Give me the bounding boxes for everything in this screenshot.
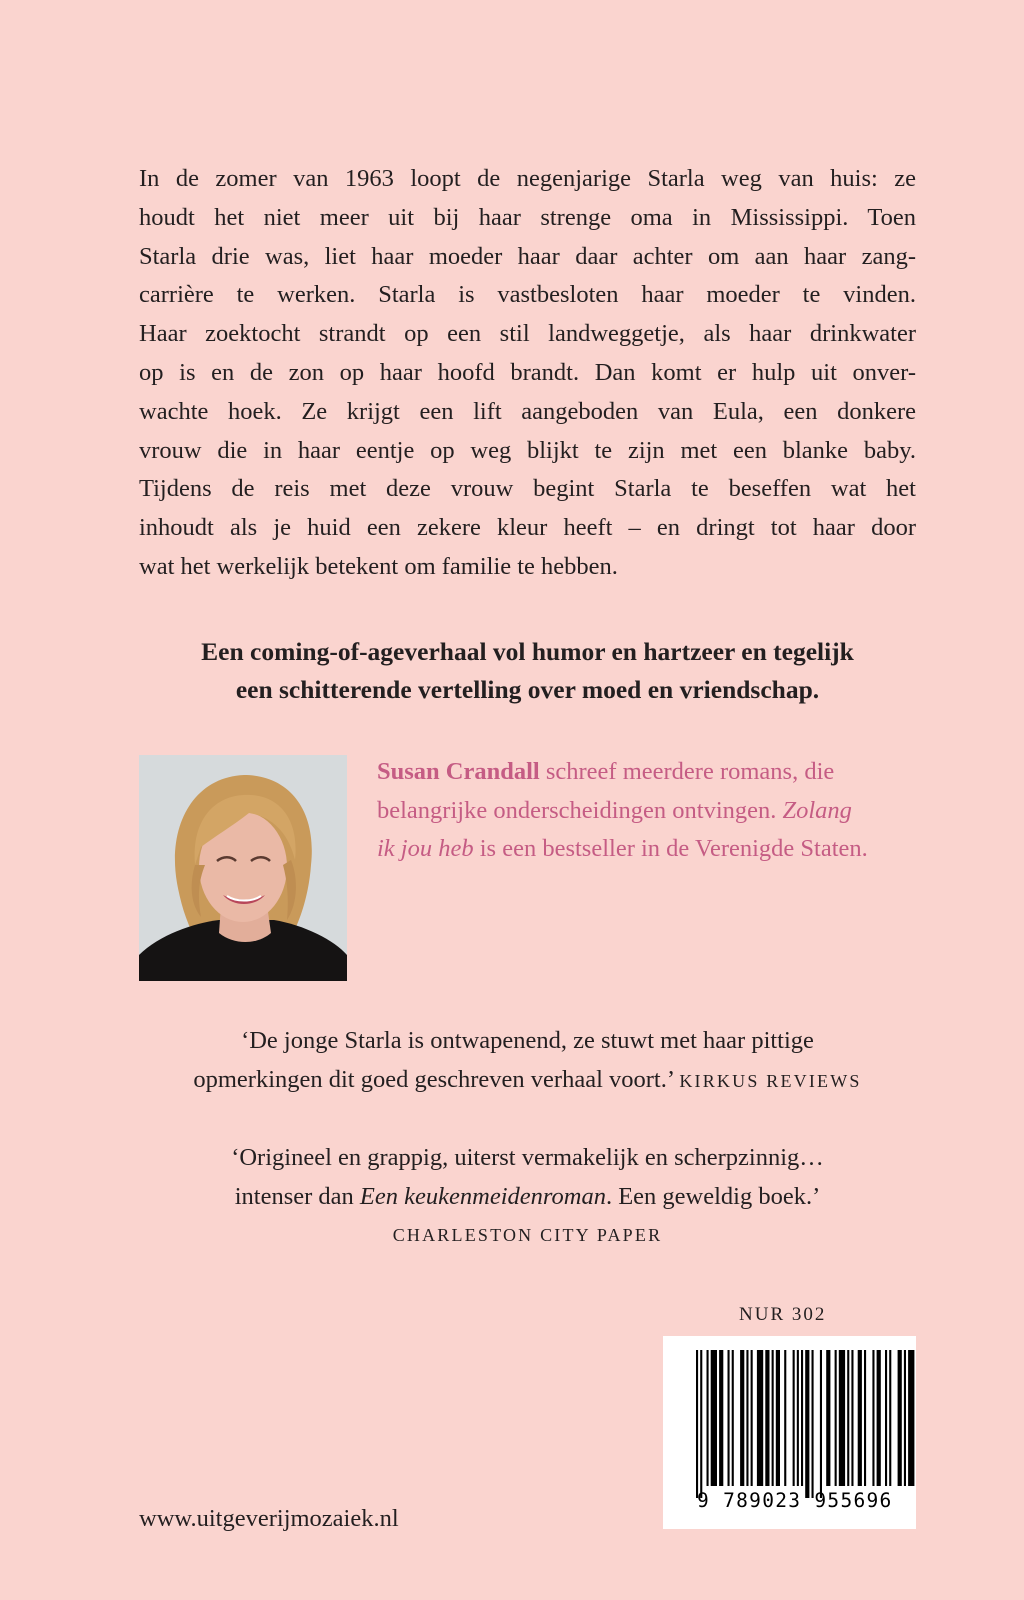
barcode-bar <box>864 1350 866 1486</box>
quote-line: ‘De jonge Starla is ontwapenend, ze stuwt met haar pittige <box>241 1027 814 1054</box>
blurb-line: wat het werkelijk betekent om familie te hebben. <box>139 552 618 580</box>
barcode-bar <box>872 1350 874 1486</box>
barcode-bar <box>908 1350 914 1486</box>
isbn-number: 9 789023 955696 <box>697 1489 893 1512</box>
author-bio-text: belangrijke onderscheidingen ontvingen. <box>377 796 783 824</box>
barcode-bar <box>746 1350 748 1486</box>
tagline-line: een schitterende vertelling over moed en vriendschap. <box>235 675 820 704</box>
barcode-bar <box>757 1350 763 1486</box>
book-title: Een keukenmeidenroman <box>359 1182 606 1210</box>
barcode-bar <box>898 1350 902 1486</box>
blurb-line: Tijdens de reis met deze vrouw begint Starla te beseffen wat het <box>139 475 916 503</box>
author-name: Susan Crandall <box>377 758 540 785</box>
barcode-bar <box>719 1350 723 1486</box>
nur-code: NUR 302 <box>739 1304 827 1325</box>
blurb-line: In de zomer van 1963 loopt de negenjarige Starla weg van huis: ze <box>139 165 916 192</box>
quote-line <box>100 1178 955 1217</box>
author-bio-line <box>377 792 917 831</box>
barcode-bar <box>732 1350 734 1486</box>
blurb-line: wachte hoek. Ze krijgt een lift aangeboden van Eula, een donkere <box>139 397 916 425</box>
barcode-bar <box>793 1350 795 1486</box>
author-bio-line <box>377 830 917 869</box>
blurb-line: Haar zoektocht strandt op een stil landweggetje, als haar drinkwater <box>139 320 916 348</box>
barcode-bar <box>711 1350 717 1486</box>
tagline-line: Een coming-of-ageverhaal vol humor en hartzeer en tegelijk <box>201 637 854 666</box>
quote-source: KIRKUS REVIEWS <box>679 1070 862 1091</box>
barcode-bar <box>820 1350 822 1498</box>
barcode-bar <box>877 1350 881 1486</box>
barcode-bar <box>707 1350 709 1486</box>
quote-source: CHARLESTON CITY PAPER <box>392 1225 663 1245</box>
barcode-bar <box>696 1350 698 1498</box>
barcode-bar <box>904 1350 906 1486</box>
barcode-bar <box>765 1350 769 1486</box>
book-blurb <box>139 160 916 587</box>
quote-line: ‘Origineel en grappig, uiterst vermakelijk en scherpzinnig… <box>231 1144 824 1171</box>
blurb-line: vrouw die in haar eentje op weg blijkt te zijn met een blanke baby. <box>139 436 916 464</box>
author-bio-text: schreef meerdere romans, die <box>539 758 835 785</box>
barcode-bar <box>851 1350 853 1486</box>
barcode-bar <box>847 1350 849 1486</box>
barcode-bar <box>776 1350 780 1486</box>
barcode-bar <box>801 1350 803 1486</box>
barcode-bar <box>728 1350 730 1486</box>
quote-text: opmerkingen dit goed geschreven verhaal voort.’ <box>193 1065 674 1093</box>
barcode-bar <box>885 1350 887 1486</box>
publisher-website[interactable]: www.uitgeverijmozaiek.nl <box>139 1505 399 1532</box>
review-quote <box>100 1022 955 1100</box>
barcode-bar <box>797 1350 799 1486</box>
barcode-bar <box>772 1350 774 1486</box>
barcode-bar <box>858 1350 862 1486</box>
author-bio-line <box>377 753 917 792</box>
quote-text: . Een geweldig boek.’ <box>605 1182 821 1210</box>
barcode-bar <box>835 1350 837 1486</box>
blurb-line: op is en de zon op haar hoofd brandt. Dan komt er hulp uit onver- <box>139 358 916 386</box>
blurb-line: inhoudt als je huid een zekere kleur heeft – en dringt tot haar door <box>139 514 916 542</box>
barcode-bar <box>700 1350 702 1498</box>
blurb-line: Starla drie was, liet haar moeder haar daar achter om aan haar zang- <box>139 242 916 270</box>
book-title: Zolang <box>782 796 852 824</box>
barcode <box>663 1336 916 1529</box>
book-title: ik jou heb <box>377 835 474 863</box>
barcode-bar <box>826 1350 830 1486</box>
author-bio <box>377 753 917 869</box>
blurb-line: carrière te werken. Starla is vastbesloten haar moeder te vinden. <box>139 281 916 309</box>
barcode-bar <box>889 1350 891 1486</box>
author-bio-text: is een bestseller in de Verenigde Staten. <box>473 835 868 863</box>
author-photo <box>139 755 347 981</box>
barcode-bar <box>784 1350 786 1486</box>
quote-line <box>100 1061 955 1101</box>
barcode-bar <box>751 1350 753 1486</box>
quote-text: intenser dan <box>234 1182 360 1210</box>
blurb-line: houdt het niet meer uit bij haar strenge oma in Mississippi. Toen <box>139 203 916 231</box>
tagline <box>100 633 955 709</box>
barcode-bar <box>839 1350 845 1486</box>
review-quote <box>100 1139 955 1255</box>
barcode-bar <box>740 1350 744 1486</box>
barcode-bar <box>805 1350 809 1498</box>
barcode-bar <box>812 1350 814 1498</box>
